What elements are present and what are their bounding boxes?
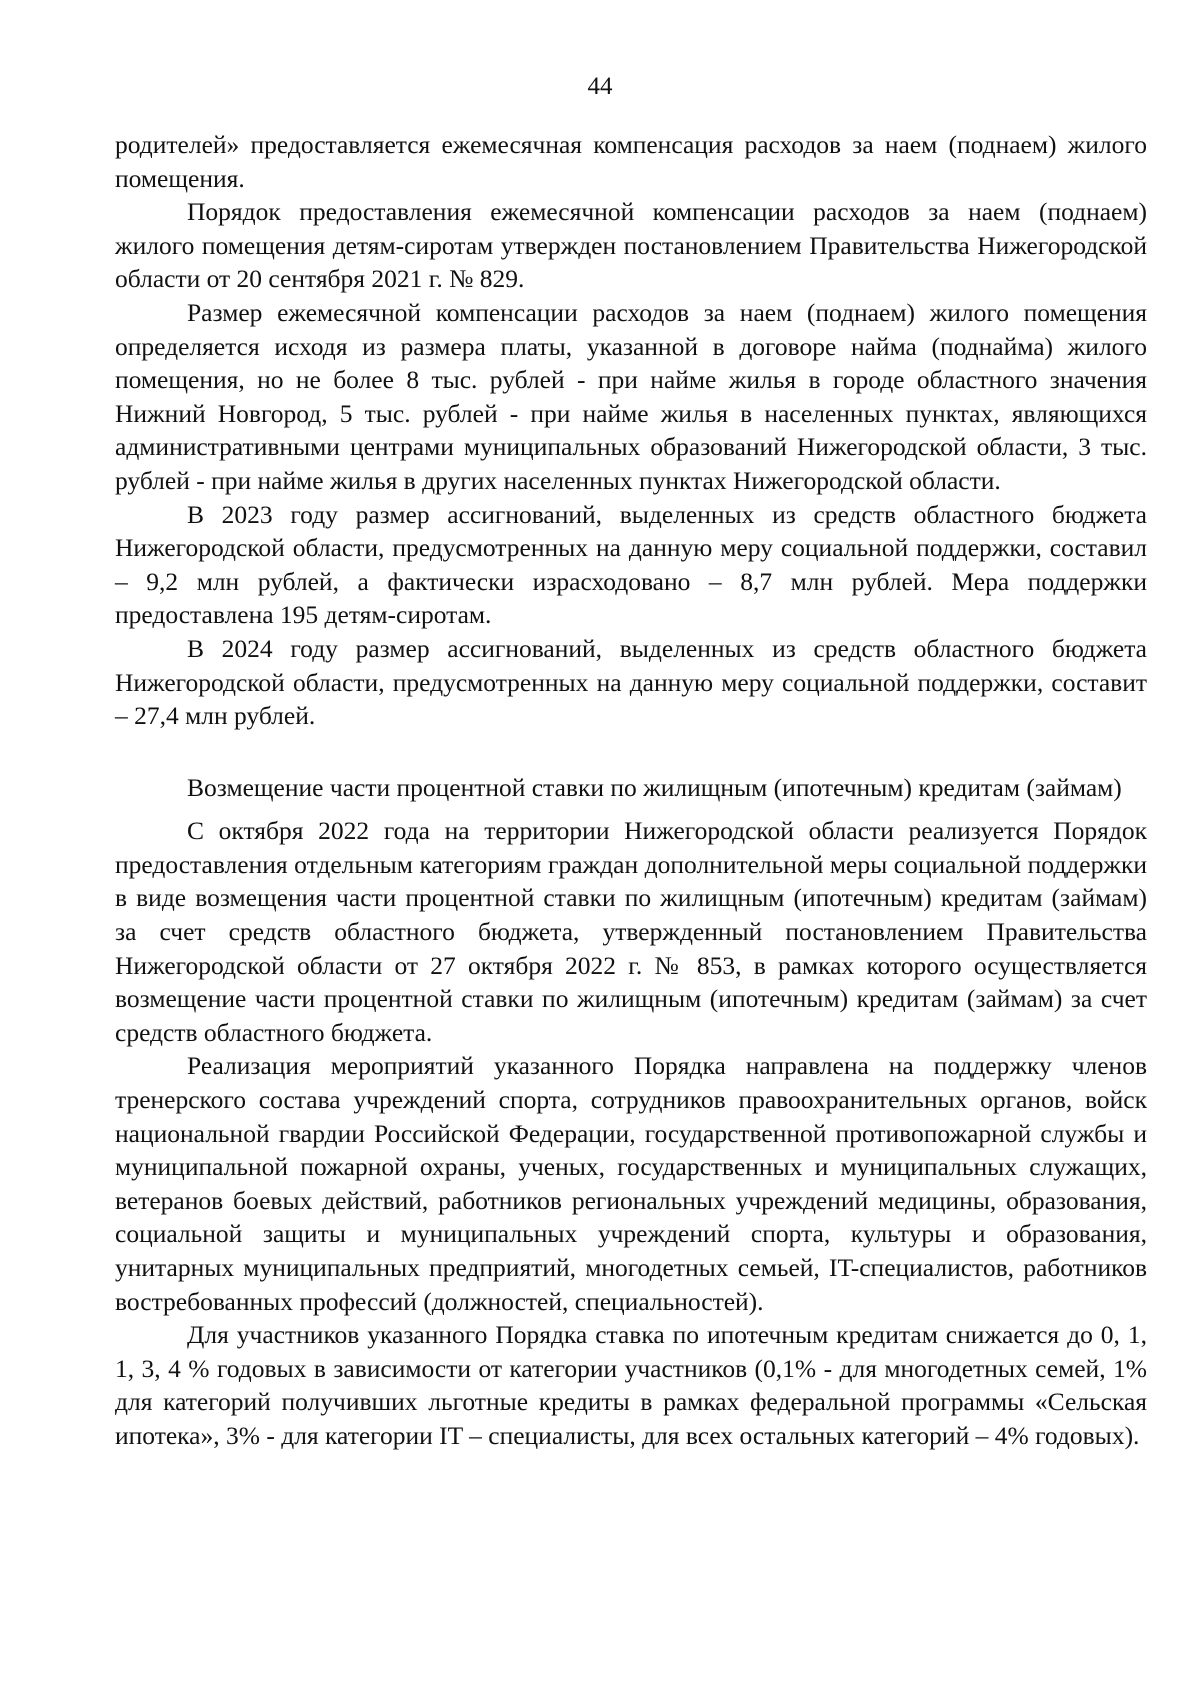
paragraph-2024-funding: В 2024 году размер ассигнований, выделенных из средств областного бюджета Нижегородской области, предусмотренных на данную меру социальной поддержки, составит – 27,4 млн рублей.: [115, 633, 1147, 731]
paragraph-compensation-amount: Размер ежемесячной компенсации расходов за наем (поднаем) жилого помещения определяется исходя из размера платы, указанной в договоре найма (поднайма) жилого помещения, но не более 8 тыс. рублей - при найме жилья в городе областного значения Нижний Новгород, 5 тыс. рублей - при найме жилья в населенных пунктах, являющихся административными центрами муниципальных образований Нижегородской области, 3 тыс. рублей - при найме жилья в других населенных пунктах Нижегородской области.: [115, 297, 1147, 495]
section-heading: Возмещение части процентной ставки по жилищным (ипотечным) кредитам (займам): [187, 772, 1122, 802]
paragraph-target-groups: Реализация мероприятий указанного Порядка направлена на поддержку членов тренерского состава учреждений спорта, сотрудников правоохранительных органов, войск национальной гвардии Российской Федерации, государственной противопожарной службы и муниципальной пожарной охраны, ученых, государственных и муниципальных служащих, ветеранов боевых действий, работников региональных учреждений медицины, образования, социальной защиты и муниципальных учреждений спорта, культуры и образования, унитарных муниципальных предприятий, многодетных семьей, IT-специалистов, работников востребованных профессий (должностей, специальностей).: [115, 1051, 1147, 1316]
page-number: 44: [587, 73, 613, 100]
paragraph-2023-funding: В 2023 году размер ассигнований, выделенных из средств областного бюджета Нижегородской области, предусмотренных на данную меру социальной поддержки, составил – 9,2 млн рублей, а фактически израсходовано – 8,7 млн рублей. Мера поддержки предоставлена 195 детям-сиротам.: [115, 499, 1147, 630]
document-body: [115, 128, 1147, 1453]
paragraph-mortgage-order: С октября 2022 года на территории Нижегородской области реализуется Порядок предоставления отдельным категориям граждан дополнительной меры социальной поддержки в виде возмещения части процентной ставки по жилищным (ипотечным) кредитам (займам) за счет средств областного бюджета, утвержденный постановлением Правительства Нижегородской области от 27 октября 2022 г. № 853, в рамках которого осуществляется возмещение части процентной ставки по жилищным (ипотечным) кредитам (займам) за счет средств областного бюджета.: [115, 816, 1147, 1047]
paragraph-procedure: Порядок предоставления ежемесячной компенсации расходов за наем (поднаем) жилого помещения детям-сиротам утвержден постановлением Правительства Нижегородской области от 20 сентября 2021 г. № 829.: [115, 197, 1147, 294]
paragraph-continuation: родителей» предоставляется ежемесячная компенсация расходов за наем (поднаем) жилого помещения.: [115, 130, 1147, 193]
paragraph-rate-reduction: Для участников указанного Порядка ставка по ипотечным кредитам снижается до 0, 1, 1, 3, 4 % годовых в зависимости от категории участников (0,1% - для многодетных семей, 1% для категорий получивших льготные кредиты в рамках федеральной программы «Сельская ипотека», 3% - для категории IT – специалисты, для всех остальных категорий – 4% годовых).: [115, 1320, 1147, 1450]
